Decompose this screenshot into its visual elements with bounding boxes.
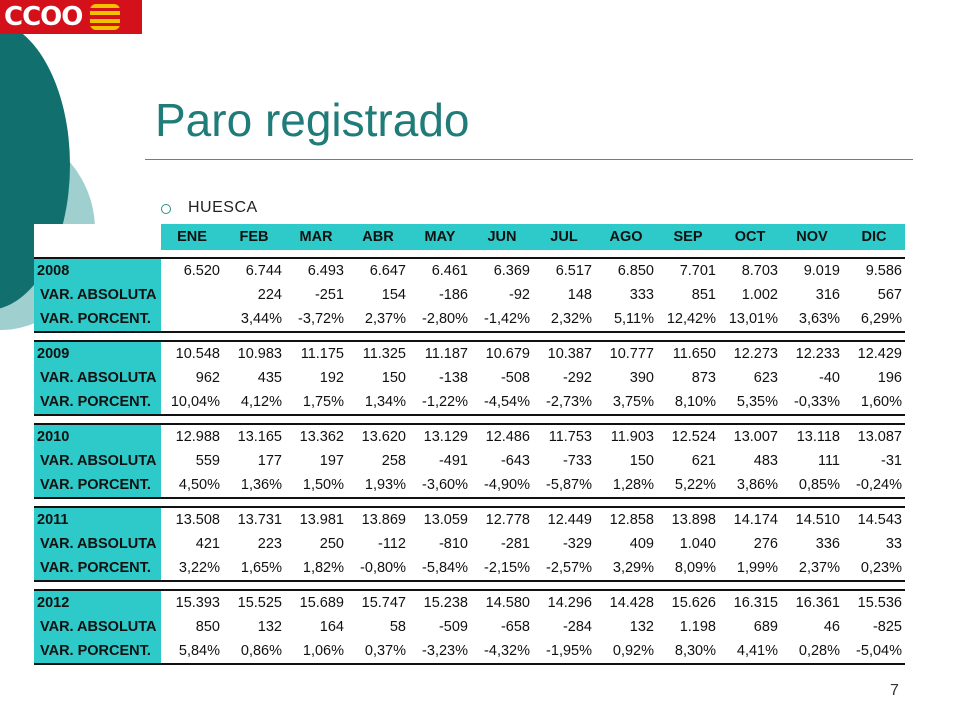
value-cell: 13.981: [285, 507, 347, 532]
row-label: VAR. ABSOLUTA: [34, 532, 161, 556]
row-label: VAR. ABSOLUTA: [34, 615, 161, 639]
value-cell: 13.165: [223, 424, 285, 449]
value-cell: 15.536: [843, 590, 905, 615]
abs-variation-cell: 1.002: [741, 287, 778, 303]
month-header: JUL: [533, 224, 595, 250]
value-cell: 6.517: [533, 258, 595, 283]
value-cell: 6.369: [471, 258, 533, 283]
pct-variation-cell: 3,75%: [595, 390, 657, 415]
value-cell: 11.650: [657, 341, 719, 366]
pct-variation-cell: 10,04%: [161, 390, 223, 415]
value-cell: 10.777: [595, 341, 657, 366]
pct-variation-cell: 3,86%: [719, 473, 781, 498]
month-header: JUN: [471, 224, 533, 250]
abs-variation-cell: -643: [500, 453, 530, 469]
value-cell: 10.387: [533, 341, 595, 366]
pct-variation-cell: [161, 307, 223, 332]
abs-variation-cell: 150: [381, 370, 406, 386]
row-label: VAR. PORCENT.: [34, 307, 161, 332]
value-cell: 10.983: [223, 341, 285, 366]
block-spacer: [34, 250, 905, 258]
percent-variation-row: [34, 307, 905, 332]
row-label: VAR. PORCENT.: [34, 556, 161, 581]
pct-variation-cell: -5,04%: [843, 639, 905, 664]
value-cell: 7.701: [657, 258, 719, 283]
abs-variation-cell: 250: [319, 536, 344, 552]
pct-variation-cell: -3,60%: [409, 473, 471, 498]
pct-variation-cell: -5,84%: [409, 556, 471, 581]
pct-variation-cell: 8,09%: [657, 556, 719, 581]
pct-variation-cell: 3,44%: [223, 307, 285, 332]
value-cell: 10.548: [161, 341, 223, 366]
pct-variation-cell: 0,86%: [223, 639, 285, 664]
pct-variation-cell: 1,28%: [595, 473, 657, 498]
abs-variation-cell: 689: [753, 619, 778, 635]
pct-variation-cell: 5,22%: [657, 473, 719, 498]
abs-variation-cell: 148: [567, 287, 592, 303]
abs-variation-cell: -186: [438, 287, 468, 303]
table-header-row: [34, 224, 905, 250]
value-cell: 13.508: [161, 507, 223, 532]
value-cell: 12.988: [161, 424, 223, 449]
value-cell: 15.626: [657, 590, 719, 615]
abs-variation-cell: [161, 283, 223, 307]
pct-variation-cell: 4,12%: [223, 390, 285, 415]
pct-variation-cell: 1,06%: [285, 639, 347, 664]
pct-variation-cell: 3,63%: [781, 307, 843, 332]
row-label: VAR. ABSOLUTA: [34, 366, 161, 390]
abs-variation-cell: 58: [389, 619, 406, 635]
pct-variation-cell: -4,32%: [471, 639, 533, 664]
pct-variation-cell: 5,35%: [719, 390, 781, 415]
pct-variation-cell: 1,65%: [223, 556, 285, 581]
value-cell: 15.747: [347, 590, 409, 615]
value-cell: 13.007: [719, 424, 781, 449]
month-header: SEP: [657, 224, 719, 250]
value-cell: 13.129: [409, 424, 471, 449]
value-cell: 13.731: [223, 507, 285, 532]
value-cell: 12.273: [719, 341, 781, 366]
row-label: 2010: [34, 424, 161, 449]
pct-variation-cell: 8,10%: [657, 390, 719, 415]
abs-variation-cell: 154: [381, 287, 406, 303]
pct-variation-cell: 1,99%: [719, 556, 781, 581]
abs-variation-cell: -40: [819, 370, 840, 386]
value-cell: 6.850: [595, 258, 657, 283]
month-header: NOV: [781, 224, 843, 250]
abs-variation-cell: -92: [509, 287, 530, 303]
row-label: 2009: [34, 341, 161, 366]
year-values-row: [34, 341, 905, 366]
pct-variation-cell: 6,29%: [843, 307, 905, 332]
block-spacer: [34, 332, 905, 341]
pct-variation-cell: 1,36%: [223, 473, 285, 498]
value-cell: 11.175: [285, 341, 347, 366]
pct-variation-cell: 0,85%: [781, 473, 843, 498]
value-cell: 13.059: [409, 507, 471, 532]
month-header: OCT: [719, 224, 781, 250]
pct-variation-cell: 12,42%: [657, 307, 719, 332]
value-cell: 6.461: [409, 258, 471, 283]
value-cell: 13.620: [347, 424, 409, 449]
abs-variation-cell: 409: [629, 536, 654, 552]
pct-variation-cell: 0,28%: [781, 639, 843, 664]
page-title: Paro registrado: [155, 94, 470, 146]
pct-variation-cell: 2,37%: [781, 556, 843, 581]
value-cell: 8.703: [719, 258, 781, 283]
pct-variation-cell: 2,32%: [533, 307, 595, 332]
month-header: FEB: [223, 224, 285, 250]
aragon-flag-icon: [90, 4, 120, 30]
logo-text: CCOO: [4, 2, 83, 32]
abs-variation-cell: 850: [195, 619, 220, 635]
title-divider: [145, 159, 913, 160]
pct-variation-cell: 8,30%: [657, 639, 719, 664]
abs-variation-cell: 962: [195, 370, 220, 386]
abs-variation-cell: 621: [691, 453, 716, 469]
abs-variation-cell: 223: [257, 536, 282, 552]
spacer-cell: [34, 498, 905, 507]
value-cell: 12.778: [471, 507, 533, 532]
pct-variation-cell: 0,37%: [347, 639, 409, 664]
month-header: AGO: [595, 224, 657, 250]
abs-variation-cell: 132: [629, 619, 654, 635]
value-cell: 15.393: [161, 590, 223, 615]
pct-variation-cell: 0,92%: [595, 639, 657, 664]
block-spacer: [34, 415, 905, 424]
row-label: 2008: [34, 258, 161, 283]
pct-variation-cell: 1,34%: [347, 390, 409, 415]
abs-variation-cell: 435: [257, 370, 282, 386]
row-label: VAR. ABSOLUTA: [34, 283, 161, 307]
value-cell: 12.858: [595, 507, 657, 532]
value-cell: 14.580: [471, 590, 533, 615]
abs-variation-cell: -138: [438, 370, 468, 386]
row-label: VAR. PORCENT.: [34, 390, 161, 415]
abs-variation-cell: 177: [257, 453, 282, 469]
pct-variation-cell: -3,72%: [285, 307, 347, 332]
pct-variation-cell: 3,22%: [161, 556, 223, 581]
row-label: VAR. PORCENT.: [34, 639, 161, 664]
value-cell: 6.647: [347, 258, 409, 283]
value-cell: 14.510: [781, 507, 843, 532]
pct-variation-cell: 3,29%: [595, 556, 657, 581]
row-label: VAR. ABSOLUTA: [34, 449, 161, 473]
pct-variation-cell: -5,87%: [533, 473, 595, 498]
pct-variation-cell: 0,23%: [843, 556, 905, 581]
abs-variation-cell: 1.198: [679, 619, 716, 635]
value-cell: 6.493: [285, 258, 347, 283]
abs-variation-cell: 623: [753, 370, 778, 386]
month-header: ABR: [347, 224, 409, 250]
value-cell: 14.296: [533, 590, 595, 615]
absolute-variation-row: [34, 366, 905, 390]
value-cell: 16.361: [781, 590, 843, 615]
abs-variation-cell: 276: [753, 536, 778, 552]
row-label: VAR. PORCENT.: [34, 473, 161, 498]
pct-variation-cell: -2,73%: [533, 390, 595, 415]
pct-variation-cell: 5,84%: [161, 639, 223, 664]
value-cell: 14.428: [595, 590, 657, 615]
pct-variation-cell: -0,80%: [347, 556, 409, 581]
month-header: MAR: [285, 224, 347, 250]
value-cell: 13.898: [657, 507, 719, 532]
abs-variation-cell: 1.040: [679, 536, 716, 552]
pct-variation-cell: -0,24%: [843, 473, 905, 498]
year-values-row: [34, 424, 905, 449]
year-values-row: [34, 590, 905, 615]
abs-variation-cell: 46: [823, 619, 840, 635]
abs-variation-cell: 224: [257, 287, 282, 303]
pct-variation-cell: -1,42%: [471, 307, 533, 332]
value-cell: 13.087: [843, 424, 905, 449]
abs-variation-cell: -733: [562, 453, 592, 469]
abs-variation-cell: -281: [500, 536, 530, 552]
value-cell: 15.689: [285, 590, 347, 615]
value-cell: 11.325: [347, 341, 409, 366]
row-label: 2011: [34, 507, 161, 532]
value-cell: 13.869: [347, 507, 409, 532]
month-header: DIC: [843, 224, 905, 250]
abs-variation-cell: -825: [872, 619, 902, 635]
abs-variation-cell: 111: [817, 453, 840, 469]
month-header: MAY: [409, 224, 471, 250]
abs-variation-cell: -112: [378, 536, 406, 552]
header-corner: [34, 224, 161, 250]
month-header: ENE: [161, 224, 223, 250]
pct-variation-cell: -4,54%: [471, 390, 533, 415]
value-cell: 6.744: [223, 258, 285, 283]
percent-variation-row: [34, 639, 905, 664]
block-spacer: [34, 581, 905, 590]
percent-variation-row: [34, 556, 905, 581]
abs-variation-cell: 197: [319, 453, 344, 469]
percent-variation-row: [34, 390, 905, 415]
abs-variation-cell: -491: [438, 453, 468, 469]
ccoo-logo: [0, 0, 142, 34]
value-cell: 13.118: [781, 424, 843, 449]
abs-variation-cell: -508: [500, 370, 530, 386]
pct-variation-cell: 1,82%: [285, 556, 347, 581]
abs-variation-cell: 483: [753, 453, 778, 469]
abs-variation-cell: 567: [877, 287, 902, 303]
pct-variation-cell: -1,95%: [533, 639, 595, 664]
value-cell: 11.903: [595, 424, 657, 449]
abs-variation-cell: 316: [815, 287, 840, 303]
abs-variation-cell: -658: [500, 619, 530, 635]
abs-variation-cell: 851: [691, 287, 716, 303]
value-cell: 15.525: [223, 590, 285, 615]
absolute-variation-row: [34, 449, 905, 473]
pct-variation-cell: 1,75%: [285, 390, 347, 415]
year-values-row: [34, 507, 905, 532]
pct-variation-cell: 1,93%: [347, 473, 409, 498]
abs-variation-cell: 132: [257, 619, 282, 635]
spacer-cell: [34, 415, 905, 424]
value-cell: 10.679: [471, 341, 533, 366]
value-cell: 11.187: [409, 341, 471, 366]
value-cell: 12.429: [843, 341, 905, 366]
page-number: 7: [890, 682, 899, 699]
year-values-row: [34, 258, 905, 283]
abs-variation-cell: -284: [562, 619, 592, 635]
value-cell: 9.586: [843, 258, 905, 283]
row-label: 2012: [34, 590, 161, 615]
pct-variation-cell: -2,15%: [471, 556, 533, 581]
abs-variation-cell: 336: [815, 536, 840, 552]
abs-variation-cell: -810: [438, 536, 468, 552]
pct-variation-cell: -1,22%: [409, 390, 471, 415]
abs-variation-cell: 192: [319, 370, 344, 386]
abs-variation-cell: 333: [629, 287, 654, 303]
abs-variation-cell: 196: [877, 370, 902, 386]
value-cell: 15.238: [409, 590, 471, 615]
value-cell: 13.362: [285, 424, 347, 449]
value-cell: 16.315: [719, 590, 781, 615]
spacer-cell: [34, 581, 905, 590]
value-cell: 9.019: [781, 258, 843, 283]
pct-variation-cell: 4,41%: [719, 639, 781, 664]
abs-variation-cell: -329: [562, 536, 592, 552]
unemployment-table: [34, 224, 905, 665]
abs-variation-cell: 150: [629, 453, 654, 469]
value-cell: 12.233: [781, 341, 843, 366]
pct-variation-cell: 2,37%: [347, 307, 409, 332]
abs-variation-cell: -292: [562, 370, 592, 386]
abs-variation-cell: 873: [691, 370, 716, 386]
value-cell: 11.753: [533, 424, 595, 449]
value-cell: 14.543: [843, 507, 905, 532]
value-cell: 12.486: [471, 424, 533, 449]
province-label: HUESCA: [188, 199, 258, 216]
percent-variation-row: [34, 473, 905, 498]
spacer-cell: [34, 332, 905, 341]
abs-variation-cell: 164: [319, 619, 344, 635]
pct-variation-cell: -0,33%: [781, 390, 843, 415]
abs-variation-cell: -251: [314, 287, 344, 303]
spacer-cell: [34, 250, 905, 258]
value-cell: 12.449: [533, 507, 595, 532]
value-cell: 6.520: [161, 258, 223, 283]
pct-variation-cell: 5,11%: [595, 307, 657, 332]
pct-variation-cell: -2,80%: [409, 307, 471, 332]
bullet-circle-icon: [161, 204, 171, 214]
unemployment-table-body: [34, 224, 905, 664]
pct-variation-cell: -2,57%: [533, 556, 595, 581]
pct-variation-cell: 4,50%: [161, 473, 223, 498]
absolute-variation-row: [34, 615, 905, 639]
value-cell: 12.524: [657, 424, 719, 449]
absolute-variation-row: [34, 283, 905, 307]
pct-variation-cell: -3,23%: [409, 639, 471, 664]
pct-variation-cell: 1,50%: [285, 473, 347, 498]
absolute-variation-row: [34, 532, 905, 556]
abs-variation-cell: 258: [381, 453, 406, 469]
block-spacer: [34, 498, 905, 507]
abs-variation-cell: -509: [438, 619, 468, 635]
pct-variation-cell: 1,60%: [843, 390, 905, 415]
pct-variation-cell: -4,90%: [471, 473, 533, 498]
abs-variation-cell: -31: [881, 453, 902, 469]
value-cell: 14.174: [719, 507, 781, 532]
pct-variation-cell: 13,01%: [719, 307, 781, 332]
abs-variation-cell: 559: [195, 453, 220, 469]
abs-variation-cell: 33: [885, 536, 902, 552]
abs-variation-cell: 390: [629, 370, 654, 386]
abs-variation-cell: 421: [195, 536, 220, 552]
